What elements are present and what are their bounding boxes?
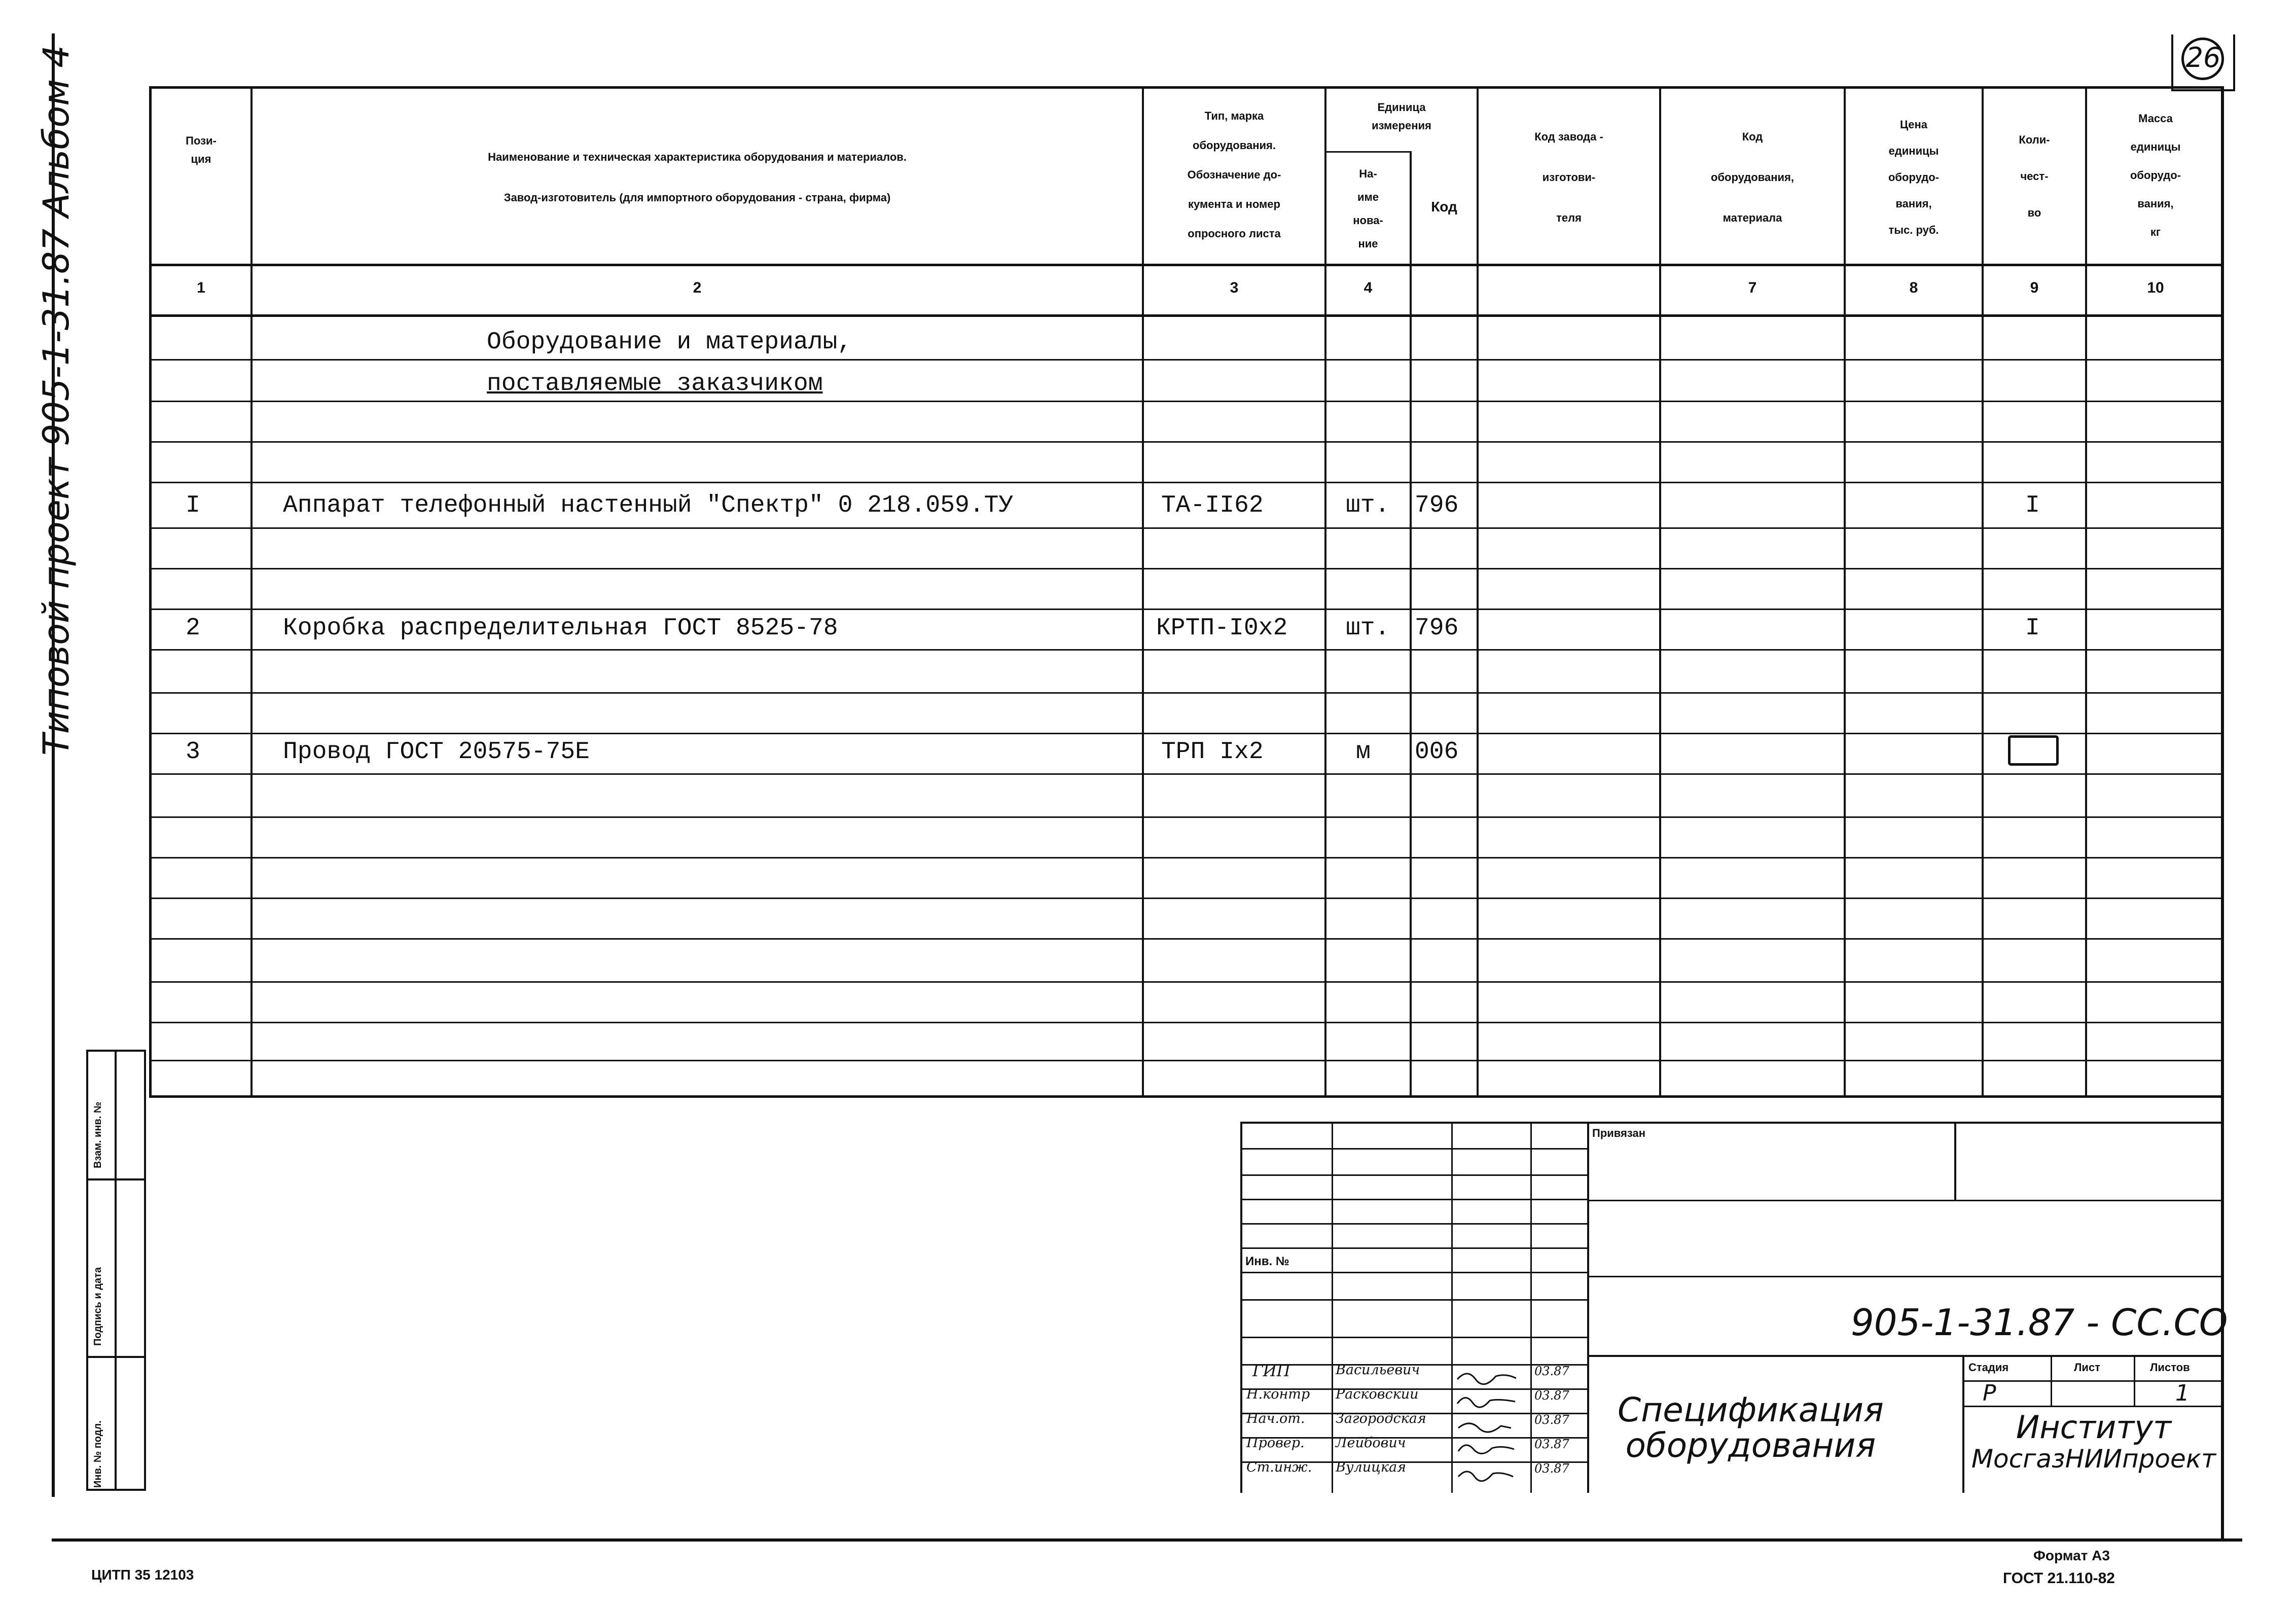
signer-2-role: Н.контр xyxy=(1246,1386,1310,1402)
signatures xyxy=(1452,1362,1530,1489)
header-qty: Коли- чест- во xyxy=(2019,133,2050,219)
colnum-8: 8 xyxy=(1909,279,1918,296)
sheets-label: Листов xyxy=(2150,1361,2190,1374)
header-unit-code: Код xyxy=(1431,199,1457,214)
colnum-1: 1 xyxy=(197,279,205,296)
header-unit-group: Единица измерения xyxy=(1372,101,1431,132)
row1-code: 796 xyxy=(1415,492,1459,519)
signer-1-role: ГИП xyxy=(1252,1362,1290,1380)
header-type: Тип, марка оборудования. Обозначение до- кумента и номер опросного листа xyxy=(1187,110,1281,240)
row1-qty: I xyxy=(2025,492,2040,519)
signer-1-date: 03.87 xyxy=(1534,1364,1569,1378)
signer-4-name: Лейбович xyxy=(1336,1435,1406,1451)
section-title-line2: поставляемые заказчиком xyxy=(487,370,823,398)
row3-unit: м xyxy=(1356,738,1371,766)
stamp-vzam-inv: Взам. инв. № xyxy=(92,1101,103,1168)
colnum-4: 4 xyxy=(1364,279,1373,296)
side-title: Типовой проект 905-1-31.87 Альбом 4 xyxy=(35,45,77,756)
header-unit-name: На- име нова- ние xyxy=(1353,167,1383,250)
signer-5-role: Ст.инж. xyxy=(1246,1459,1312,1475)
sheet-label: Лист xyxy=(2074,1361,2100,1374)
header-name: Наименование и техническая характеристика оборудования и материалов. Завод-изготовитель (для импортного оборудования - страна, фирма) xyxy=(488,151,907,204)
stamp-signature-date: Подпись и дата xyxy=(92,1267,103,1346)
colnum-2: 2 xyxy=(693,279,702,296)
header-plant-code: Код завода - изготови- теля xyxy=(1534,130,1603,224)
stage-label: Стадия xyxy=(1968,1361,2009,1374)
row2-qty: I xyxy=(2025,615,2040,642)
signer-2-date: 03.87 xyxy=(1534,1388,1569,1403)
signer-5-date: 03.87 xyxy=(1534,1461,1569,1476)
document-code: 905-1-31.87 - СС.СО xyxy=(1851,1301,2228,1344)
frame-bottom xyxy=(52,1538,2242,1542)
row1-type: ТА-II62 xyxy=(1161,492,1264,519)
colnum-7: 7 xyxy=(1748,279,1757,296)
document-title: Спецификация оборудования xyxy=(1618,1390,1884,1465)
header-equip-code: Код оборудования, материала xyxy=(1711,130,1794,224)
privyazan-label: Привязан xyxy=(1592,1127,1646,1139)
signer-5-name: Вулицкая xyxy=(1336,1459,1407,1475)
colnum-3: 3 xyxy=(1230,279,1239,296)
signer-3-date: 03.87 xyxy=(1534,1413,1569,1427)
signer-4-role: Провер. xyxy=(1246,1435,1305,1451)
signer-3-role: Нач.от. xyxy=(1246,1411,1305,1426)
row1-pos: I xyxy=(186,492,200,519)
signer-3-name: Загородская xyxy=(1336,1411,1426,1426)
left-stamp xyxy=(86,1050,146,1491)
spec-table xyxy=(149,86,2224,1098)
row1-unit: шт. xyxy=(1346,492,1390,519)
header-mass: Масса единицы оборудо- вания, кг xyxy=(2130,112,2181,238)
page-number: 26 xyxy=(2185,42,2221,74)
sheets-value: 1 xyxy=(2175,1380,2190,1406)
row2-unit: шт. xyxy=(1346,615,1390,642)
row3-qty-box xyxy=(2008,735,2059,766)
row2-type: КРТП-I0х2 xyxy=(1156,615,1288,642)
signer-1-name: Васильевич xyxy=(1336,1362,1420,1378)
title-block xyxy=(1240,1122,2228,1493)
row2-pos: 2 xyxy=(186,615,200,642)
row2-name: Коробка распределительная ГОСТ 8525-78 xyxy=(283,615,838,642)
row3-name: Провод ГОСТ 20575-75Е xyxy=(283,738,590,766)
row3-code: 006 xyxy=(1415,738,1459,766)
stamp-inv-podl: Инв. № подл. xyxy=(92,1420,103,1488)
footer-format: Формат А3 xyxy=(2033,1548,2110,1563)
inv-label: Инв. № xyxy=(1245,1255,1289,1268)
stage-value: Р xyxy=(1983,1380,1996,1406)
row1-name: Аппарат телефонный настенный "Спектр" 0 218.059.ТУ xyxy=(283,492,1014,519)
header-pos: Пози- ция xyxy=(186,134,217,165)
signer-4-date: 03.87 xyxy=(1534,1437,1569,1451)
row2-code: 796 xyxy=(1415,615,1459,642)
signer-2-name: Расковский xyxy=(1336,1386,1419,1402)
footer-left: ЦИТП 35 12103 xyxy=(91,1567,194,1583)
organization: Институт МосгазНИИпроект xyxy=(1971,1409,2216,1474)
footer-gost: ГОСТ 21.110-82 xyxy=(2003,1570,2115,1587)
row3-pos: 3 xyxy=(186,738,200,766)
row3-type: ТРП Iх2 xyxy=(1161,738,1264,766)
section-title-line1: Оборудование и материалы, xyxy=(487,329,852,356)
colnum-9: 9 xyxy=(2030,279,2039,296)
header-price: Цена единицы оборудо- вания, тыс. руб. xyxy=(1888,118,1940,236)
colnum-10: 10 xyxy=(2147,279,2164,296)
